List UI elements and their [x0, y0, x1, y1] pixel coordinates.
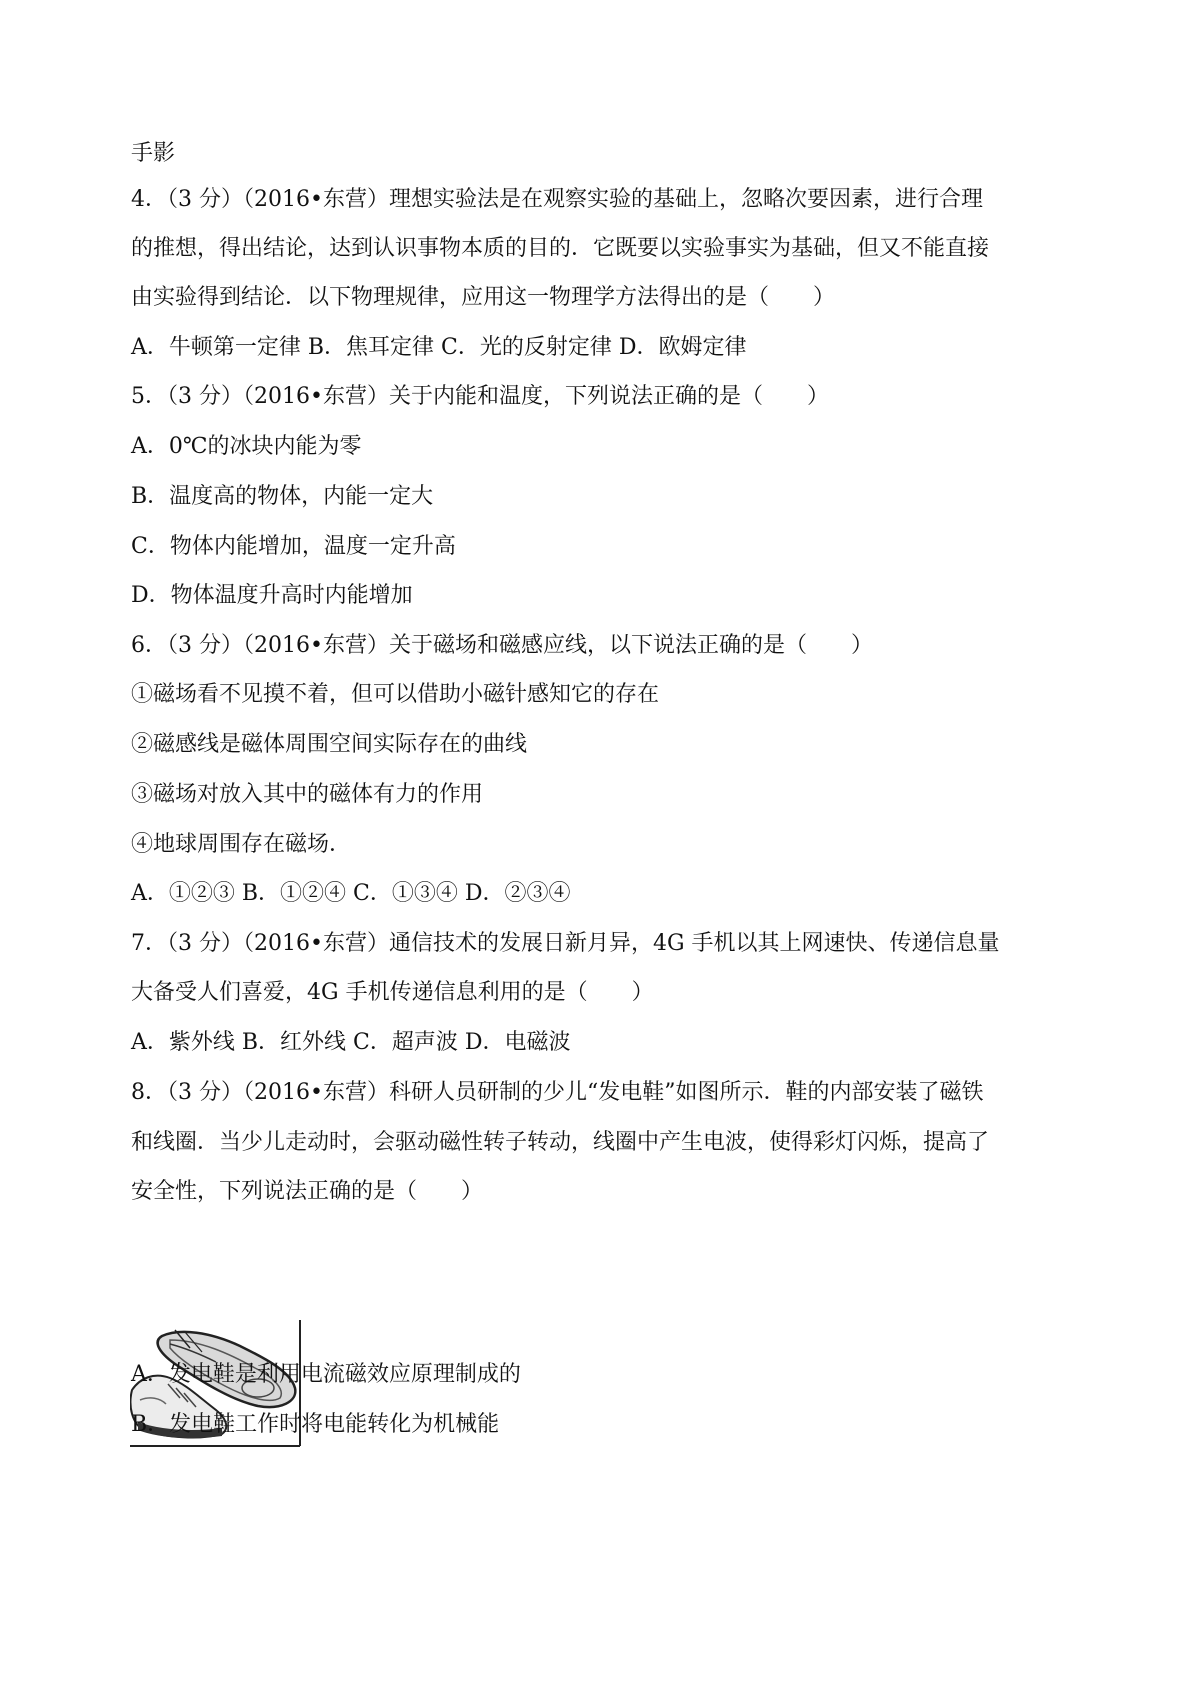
question-4-options: A．牛顿第一定律 B．焦耳定律 C．光的反射定律 D．欧姆定律	[131, 335, 747, 360]
question-5-option-c: C．物体内能增加，温度一定升高	[131, 534, 456, 559]
question-4-stem-line-2: 的推想，得出结论，达到认识事物本质的目的．它既要以实验事实为基础，但又不能直接	[131, 236, 990, 261]
question-8-option-a: A．发电鞋是利用电流磁效应原理制成的	[131, 1362, 521, 1387]
question-4-stem-line-3: 由实验得到结论．以下物理规律，应用这一物理学方法得出的是（ ）	[131, 285, 836, 310]
question-8-stem-line-2: 和线圈．当少儿走动时，会驱动磁性转子转动，线圈中产生电波，使得彩灯闪烁，提高了	[131, 1130, 990, 1155]
question-8-stem-line-3: 安全性，下列说法正确的是（ ）	[131, 1179, 484, 1204]
question-6-statement-4: ④地球周围存在磁场．	[131, 832, 352, 857]
question-4-stem-line-1: 4．（3 分）（2016•东营）理想实验法是在观察实验的基础上，忽略次要因素，进行合理	[131, 187, 983, 212]
question-7-stem-line-1: 7．（3 分）（2016•东营）通信技术的发展日新月异，4G 手机以其上网速快、传递信息量	[131, 931, 1000, 956]
question-8-stem-line-1: 8．（3 分）（2016•东营）科研人员研制的少儿“发电鞋”如图所示．鞋的内部安装了磁铁	[131, 1080, 984, 1105]
question-5-option-a: A．0℃的冰块内能为零	[131, 434, 362, 459]
question-5-stem: 5．（3 分）（2016•东营）关于内能和温度，下列说法正确的是（ ）	[131, 384, 829, 409]
question-6-stem: 6．（3 分）（2016•东营）关于磁场和磁感应线，以下说法正确的是（ ）	[131, 633, 873, 658]
question-6-statement-2: ②磁感线是磁体周围空间实际存在的曲线	[131, 732, 528, 757]
question-8-option-b: B．发电鞋工作时将电能转化为机械能	[131, 1412, 500, 1437]
question-6-statement-1: ①磁场看不见摸不着，但可以借助小磁针感知它的存在	[131, 682, 660, 707]
question-6-statement-3: ③磁场对放入其中的磁体有力的作用	[131, 782, 484, 807]
text-line-continuation: 手影	[131, 141, 176, 166]
question-5-option-d: D．物体温度升高时内能增加	[131, 583, 413, 608]
question-6-options: A．①②③ B．①②④ C．①③④ D．②③④	[131, 881, 571, 906]
question-7-options: A．紫外线 B．红外线 C．超声波 D．电磁波	[131, 1030, 571, 1055]
question-7-stem-line-2: 大备受人们喜爱，4G 手机传递信息利用的是（ ）	[131, 980, 654, 1005]
question-5-option-b: B．温度高的物体，内能一定大	[131, 484, 434, 509]
